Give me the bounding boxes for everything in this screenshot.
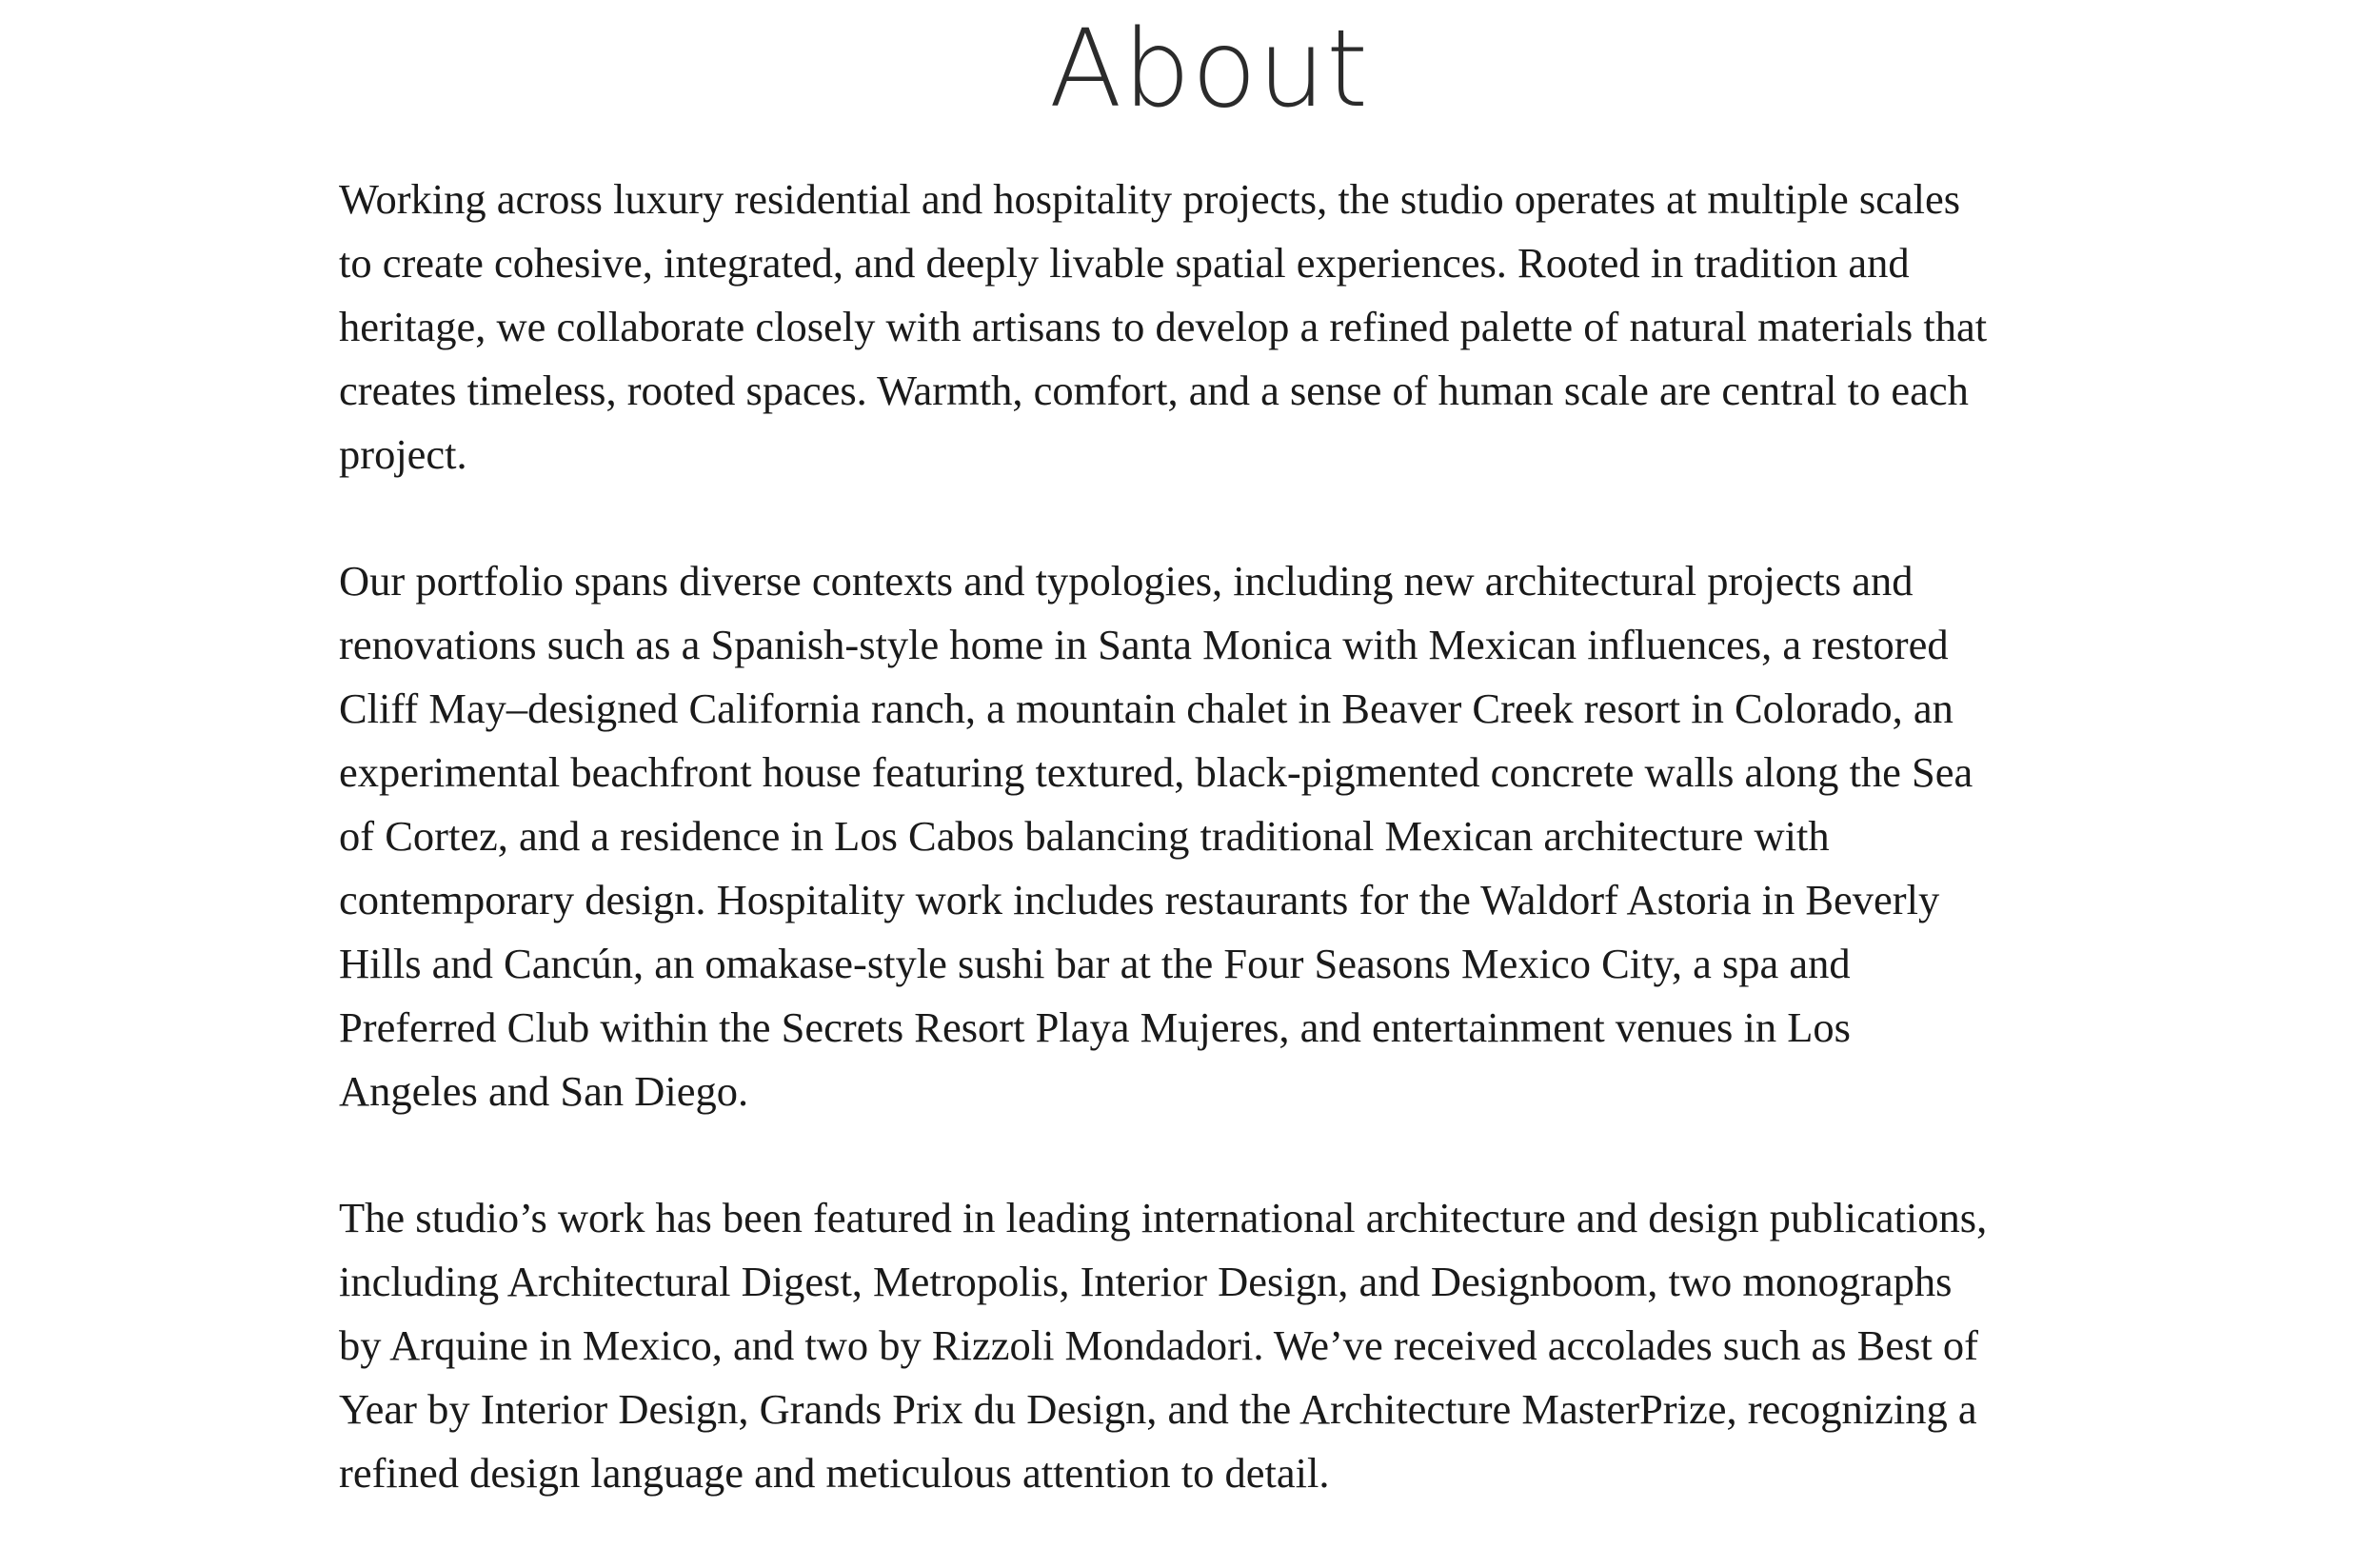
- text-line: creates timeless, rooted spaces. Warmth, comfort, and a sense of human scale are central to each: [339, 367, 1969, 414]
- text-line: heritage, we collaborate closely with artisans to develop a refined palette of natural materials that: [339, 303, 1988, 350]
- text-line: project.: [339, 430, 467, 478]
- text-line: contemporary design. Hospitality work includes restaurants for the Waldorf Astoria in Beverly: [339, 876, 1940, 923]
- text-line: of Cortez, and a residence in Los Cabos balancing traditional Mexican architecture with: [339, 812, 1830, 860]
- text-line: Angeles and San Diego.: [339, 1067, 749, 1115]
- text-line: experimental beachfront house featuring textured, black-pigmented concrete walls along the Sea: [339, 748, 1973, 796]
- text-line: Our portfolio spans diverse contexts and typologies, including new architectural projects and: [339, 557, 1914, 605]
- text-line: renovations such as a Spanish-style home in Santa Monica with Mexican influences, a restored: [339, 621, 1949, 668]
- text-line: refined design language and meticulous attention to detail.: [339, 1449, 1330, 1497]
- text-line: to create cohesive, integrated, and deeply livable spatial experiences. Rooted in tradition and: [339, 239, 1910, 287]
- text-line: Year by Interior Design, Grands Prix du Design, and the Architecture MasterPrize, recognizing a: [339, 1385, 1977, 1433]
- text-line: including Architectural Digest, Metropolis, Interior Design, and Designboom, two monographs: [339, 1258, 1953, 1305]
- text-line: The studio’s work has been featured in leading international architecture and design publications,: [339, 1194, 1988, 1241]
- about-body: [339, 168, 2110, 1568]
- page-title: About: [1048, 8, 1370, 131]
- paragraph-portfolio: [339, 549, 2110, 1123]
- text-line: Working across luxury residential and hospitality projects, the studio operates at multiple scales: [339, 175, 1961, 223]
- text-line: Preferred Club within the Secrets Resort Playa Mujeres, and entertainment venues in Los: [339, 1003, 1851, 1051]
- text-line: Cliff May–designed California ranch, a mountain chalet in Beaver Creek resort in Colorado, an: [339, 685, 1954, 732]
- text-line: by Arquine in Mexico, and two by Rizzoli Mondadori. We’ve received accolades such as Best of: [339, 1321, 1978, 1369]
- paragraph-studio-intro: [339, 168, 2110, 486]
- text-line: Hills and Cancún, an omakase-style sushi bar at the Four Seasons Mexico City, a spa and: [339, 940, 1851, 987]
- paragraph-press-awards: [339, 1186, 2110, 1505]
